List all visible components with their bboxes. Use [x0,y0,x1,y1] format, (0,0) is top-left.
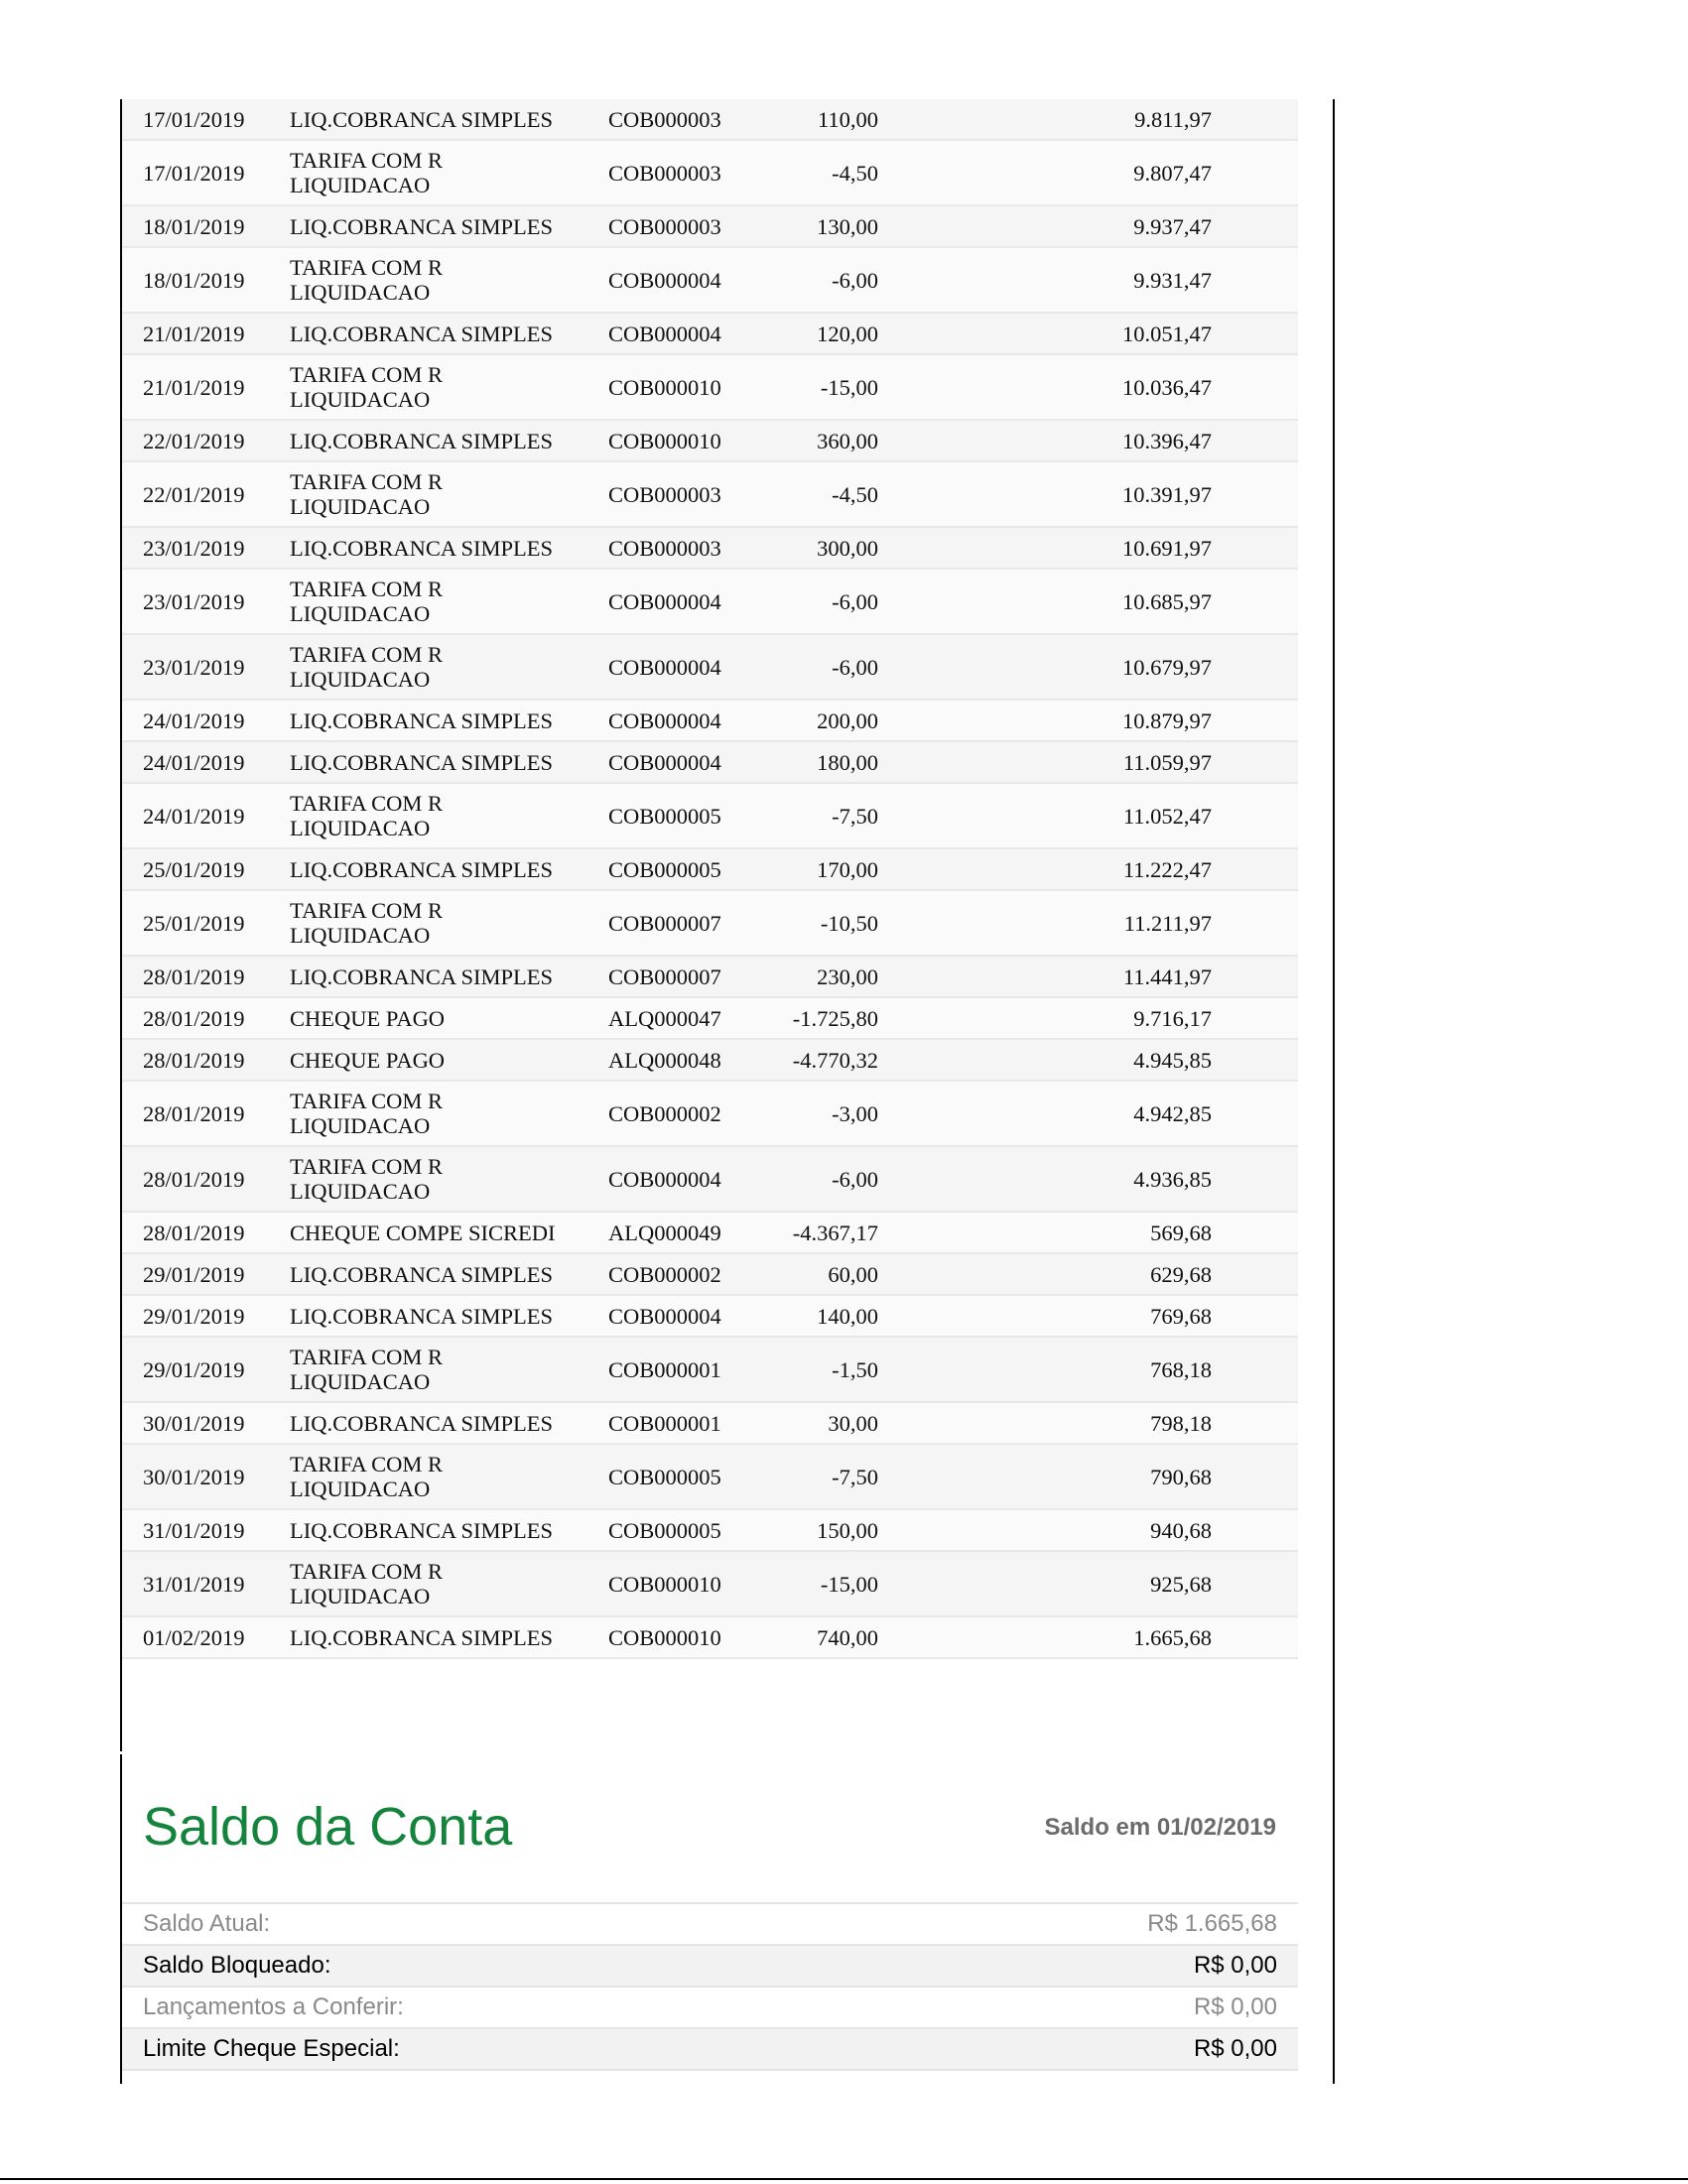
transaction-value: 360,00 [744,420,878,461]
transaction-date: 28/01/2019 [122,1146,281,1212]
transaction-balance: 9.807,47 [878,140,1212,205]
transaction-date: 17/01/2019 [122,140,281,205]
transaction-value: 120,00 [744,313,878,354]
row-spacer [1212,1402,1298,1444]
transaction-value: 300,00 [744,527,878,569]
transaction-date: 24/01/2019 [122,700,281,741]
transaction-description-line: TARIFA COM R [290,469,444,494]
transaction-description [281,956,600,997]
transaction-document: COB000004 [600,313,744,354]
saldo-title: Saldo da Conta [143,1797,513,1857]
transaction-date: 23/01/2019 [122,634,281,700]
transaction-description [281,1039,600,1081]
row-spacer [1212,1039,1298,1081]
transaction-balance: 798,18 [878,1402,1212,1444]
transaction-row [122,783,1298,848]
transaction-document: COB000002 [600,1081,744,1146]
transaction-document: COB000003 [600,205,744,247]
transaction-document: COB000010 [600,420,744,461]
transaction-description [281,1146,600,1212]
row-spacer [1212,313,1298,354]
transaction-balance: 11.222,47 [878,848,1212,890]
transaction-row [122,205,1298,247]
transaction-description [281,1444,600,1509]
transaction-balance: 10.396,47 [878,420,1212,461]
balance-summary-row [122,2028,1298,2070]
row-spacer [1212,1444,1298,1509]
transaction-date: 28/01/2019 [122,1081,281,1146]
transaction-document: COB000007 [600,956,744,997]
transaction-row [122,1146,1298,1212]
transaction-date: 29/01/2019 [122,1253,281,1295]
balance-label: Limite Cheque Especial: [122,2028,888,2070]
transaction-row [122,420,1298,461]
transaction-description-line: LIQ.COBRANCA SIMPLES [290,106,554,132]
transaction-date: 28/01/2019 [122,997,281,1039]
transaction-value: -15,00 [744,354,878,420]
transaction-row [122,1509,1298,1551]
transaction-row [122,700,1298,741]
row-spacer [1212,569,1298,634]
transaction-balance: 4.942,85 [878,1081,1212,1146]
row-spacer [1212,1295,1298,1337]
transaction-description-line: TARIFA COM R [290,577,444,601]
row-spacer [1212,461,1298,527]
row-spacer [1212,741,1298,783]
row-spacer [1212,354,1298,420]
transaction-balance: 11.211,97 [878,890,1212,956]
row-spacer [1212,1253,1298,1295]
transaction-document: COB000003 [600,461,744,527]
row-spacer [1212,1337,1298,1402]
page-border-right [1333,99,1335,2084]
transaction-row [122,956,1298,997]
transaction-description-line: LIQ.COBRANCA SIMPLES [290,428,554,453]
transaction-value: -10,50 [744,890,878,956]
transaction-document: COB000007 [600,890,744,956]
transaction-row [122,1212,1298,1253]
transaction-row [122,527,1298,569]
transaction-date: 28/01/2019 [122,1212,281,1253]
balance-label: Saldo Bloqueado: [122,1945,888,1987]
transaction-description-line: LIQ.COBRANCA SIMPLES [290,1517,554,1543]
transaction-balance: 790,68 [878,1444,1212,1509]
transaction-row [122,848,1298,890]
transaction-description-line: LIQUIDACAO [290,1369,431,1394]
transaction-balance: 10.685,97 [878,569,1212,634]
transaction-date: 23/01/2019 [122,527,281,569]
transaction-description-line: TARIFA COM R [290,1559,444,1584]
transaction-balance: 10.879,97 [878,700,1212,741]
transaction-balance: 4.945,85 [878,1039,1212,1081]
transaction-balance: 10.691,97 [878,527,1212,569]
balance-summary-table [122,1902,1298,2071]
transaction-value: -3,00 [744,1081,878,1146]
transaction-description-line: LIQ.COBRANCA SIMPLES [290,1261,554,1287]
transaction-document: COB000005 [600,1509,744,1551]
transaction-date: 17/01/2019 [122,99,281,140]
transaction-balance: 11.052,47 [878,783,1212,848]
transaction-balance: 940,68 [878,1509,1212,1551]
balance-amount: R$ 1.665,68 [888,1903,1298,1945]
row-spacer [1212,205,1298,247]
saldo-date-label: Saldo em 01/02/2019 [1044,1814,1276,1841]
transaction-description-line: TARIFA COM R [290,898,444,923]
transaction-description-line: LIQUIDACAO [290,280,431,305]
transaction-value: -7,50 [744,1444,878,1509]
transaction-description-line: LIQ.COBRANCA SIMPLES [290,1303,554,1329]
transaction-description-line: LIQUIDACAO [290,494,431,519]
transaction-date: 30/01/2019 [122,1444,281,1509]
transaction-balance: 629,68 [878,1253,1212,1295]
row-spacer [1212,527,1298,569]
transaction-value: 230,00 [744,956,878,997]
transaction-document: COB000010 [600,1616,744,1658]
transaction-document: COB000001 [600,1337,744,1402]
row-spacer [1212,1081,1298,1146]
transaction-document: COB000004 [600,1295,744,1337]
balance-summary-row [122,1987,1298,2028]
transaction-description-line: LIQ.COBRANCA SIMPLES [290,535,554,561]
transaction-document: COB000005 [600,783,744,848]
row-spacer [1212,890,1298,956]
transaction-date: 18/01/2019 [122,247,281,313]
transaction-description-line: TARIFA COM R [290,148,444,173]
row-spacer [1212,247,1298,313]
transaction-document: COB000002 [600,1253,744,1295]
transaction-date: 24/01/2019 [122,783,281,848]
transaction-row [122,461,1298,527]
transaction-balance: 4.936,85 [878,1146,1212,1212]
transaction-date: 29/01/2019 [122,1295,281,1337]
transaction-value: 110,00 [744,99,878,140]
transaction-balance: 11.441,97 [878,956,1212,997]
transaction-description [281,140,600,205]
transaction-document: ALQ000049 [600,1212,744,1253]
transaction-value: 150,00 [744,1509,878,1551]
transaction-value: -4.770,32 [744,1039,878,1081]
transaction-value: -7,50 [744,783,878,848]
transaction-balance: 9.716,17 [878,997,1212,1039]
transaction-date: 29/01/2019 [122,1337,281,1402]
transaction-description [281,700,600,741]
balance-amount: R$ 0,00 [888,1987,1298,2028]
transaction-document: COB000010 [600,354,744,420]
transaction-date: 18/01/2019 [122,205,281,247]
transaction-description-line: TARIFA COM R [290,255,444,280]
transaction-description [281,99,600,140]
balance-label: Saldo Atual: [122,1903,888,1945]
transaction-description [281,313,600,354]
row-spacer [1212,1509,1298,1551]
transaction-document: COB000004 [600,634,744,700]
transaction-description-line: LIQUIDACAO [290,1477,431,1501]
transaction-value: -4,50 [744,461,878,527]
transaction-date: 22/01/2019 [122,461,281,527]
row-spacer [1212,700,1298,741]
transaction-description [281,997,600,1039]
transaction-balance: 925,68 [878,1551,1212,1616]
transaction-description [281,741,600,783]
transaction-row [122,634,1298,700]
transaction-description [281,420,600,461]
page-bottom-edge [0,2178,1688,2180]
transactions-body [122,99,1298,1658]
transaction-value: -6,00 [744,247,878,313]
transaction-description-line: LIQUIDACAO [290,387,431,412]
transaction-balance: 9.937,47 [878,205,1212,247]
transaction-description [281,890,600,956]
transaction-description [281,205,600,247]
transaction-description-line: TARIFA COM R [290,1345,444,1369]
transactions-table [122,99,1298,1659]
transaction-document: COB000005 [600,848,744,890]
transaction-value: -6,00 [744,634,878,700]
transaction-description [281,247,600,313]
transaction-row [122,313,1298,354]
transaction-balance: 10.391,97 [878,461,1212,527]
transaction-value: 140,00 [744,1295,878,1337]
row-spacer [1212,420,1298,461]
transaction-description-line: LIQUIDACAO [290,923,431,948]
transaction-document: COB000004 [600,247,744,313]
transaction-description [281,1295,600,1337]
transaction-row [122,1337,1298,1402]
transaction-description [281,1253,600,1295]
balance-amount: R$ 0,00 [888,1945,1298,1987]
transaction-row [122,1444,1298,1509]
transaction-row [122,99,1298,140]
transaction-balance: 9.811,97 [878,99,1212,140]
transaction-description [281,527,600,569]
transaction-document: COB000005 [600,1444,744,1509]
transaction-document: COB000001 [600,1402,744,1444]
transaction-document: COB000003 [600,140,744,205]
transaction-description-line: LIQUIDACAO [290,667,431,692]
transaction-value: -1.725,80 [744,997,878,1039]
transaction-row [122,569,1298,634]
transaction-date: 31/01/2019 [122,1509,281,1551]
transaction-value: -4.367,17 [744,1212,878,1253]
transaction-value: 740,00 [744,1616,878,1658]
transaction-row [122,140,1298,205]
transaction-document: COB000003 [600,99,744,140]
transaction-row [122,1081,1298,1146]
transaction-balance: 9.931,47 [878,247,1212,313]
transaction-row [122,890,1298,956]
transaction-date: 25/01/2019 [122,848,281,890]
transaction-description-line: LIQUIDACAO [290,173,431,197]
transaction-date: 25/01/2019 [122,890,281,956]
transaction-description-line: LIQUIDACAO [290,1179,431,1204]
transaction-document: COB000010 [600,1551,744,1616]
transaction-description-line: LIQ.COBRANCA SIMPLES [290,856,554,882]
transaction-description [281,848,600,890]
transaction-description-line: CHEQUE PAGO [290,1005,446,1031]
transaction-date: 30/01/2019 [122,1402,281,1444]
transaction-document: COB000004 [600,700,744,741]
transaction-row [122,1551,1298,1616]
transaction-date: 22/01/2019 [122,420,281,461]
transaction-document: ALQ000047 [600,997,744,1039]
row-spacer [1212,1616,1298,1658]
transaction-description [281,1616,600,1658]
transaction-description [281,569,600,634]
row-spacer [1212,783,1298,848]
transaction-balance: 10.679,97 [878,634,1212,700]
transaction-value: 130,00 [744,205,878,247]
transaction-row [122,1253,1298,1295]
transaction-date: 24/01/2019 [122,741,281,783]
row-spacer [1212,997,1298,1039]
transaction-description [281,1081,600,1146]
balance-label: Lançamentos a Conferir: [122,1987,888,2028]
transaction-description [281,1212,600,1253]
transaction-row [122,741,1298,783]
transaction-description-line: TARIFA COM R [290,1089,444,1113]
row-spacer [1212,1146,1298,1212]
transaction-description-line: LIQUIDACAO [290,1584,431,1608]
transaction-description-line: LIQUIDACAO [290,601,431,626]
transaction-description [281,1337,600,1402]
transaction-description-line: LIQ.COBRANCA SIMPLES [290,213,554,239]
transaction-description-line: CHEQUE PAGO [290,1047,446,1073]
row-spacer [1212,140,1298,205]
transaction-row [122,1616,1298,1658]
balance-summary-row [122,1903,1298,1945]
transaction-value: 30,00 [744,1402,878,1444]
transaction-description [281,783,600,848]
transaction-document: COB000004 [600,1146,744,1212]
balance-summary-row [122,1945,1298,1987]
transaction-description [281,1402,600,1444]
transaction-date: 28/01/2019 [122,956,281,997]
transaction-description-line: LIQ.COBRANCA SIMPLES [290,1624,554,1650]
transaction-date: 23/01/2019 [122,569,281,634]
balance-amount: R$ 0,00 [888,2028,1298,2070]
transaction-value: -6,00 [744,569,878,634]
transaction-description-line: TARIFA COM R [290,1452,444,1477]
transaction-value: -4,50 [744,140,878,205]
transaction-date: 01/02/2019 [122,1616,281,1658]
transaction-row [122,997,1298,1039]
transaction-row [122,1295,1298,1337]
transaction-balance: 769,68 [878,1295,1212,1337]
transaction-document: COB000003 [600,527,744,569]
transaction-balance: 1.665,68 [878,1616,1212,1658]
transaction-value: 170,00 [744,848,878,890]
transaction-date: 21/01/2019 [122,313,281,354]
transaction-value: -15,00 [744,1551,878,1616]
transaction-balance: 10.036,47 [878,354,1212,420]
transaction-date: 31/01/2019 [122,1551,281,1616]
transaction-description-line: LIQUIDACAO [290,1113,431,1138]
transaction-description-line: CHEQUE COMPE SICREDI [290,1220,556,1245]
transaction-description-line: TARIFA COM R [290,362,444,387]
transaction-description-line: TARIFA COM R [290,791,444,816]
transaction-value: -6,00 [744,1146,878,1212]
balance-summary-body [122,1903,1298,2070]
transaction-value: 180,00 [744,741,878,783]
transaction-description [281,634,600,700]
transaction-description-line: LIQ.COBRANCA SIMPLES [290,964,554,989]
transaction-value: -1,50 [744,1337,878,1402]
transaction-row [122,1039,1298,1081]
transaction-description-line: TARIFA COM R [290,1154,444,1179]
transaction-value: 200,00 [744,700,878,741]
transaction-description-line: LIQ.COBRANCA SIMPLES [290,1410,554,1436]
transaction-balance: 569,68 [878,1212,1212,1253]
transaction-date: 21/01/2019 [122,354,281,420]
transaction-row [122,247,1298,313]
transaction-description-line: TARIFA COM R [290,642,444,667]
transaction-document: COB000004 [600,741,744,783]
transaction-document: ALQ000048 [600,1039,744,1081]
transaction-document: COB000004 [600,569,744,634]
transaction-date: 28/01/2019 [122,1039,281,1081]
row-spacer [1212,634,1298,700]
transaction-description-line: LIQUIDACAO [290,816,431,840]
row-spacer [1212,99,1298,140]
transaction-description-line: LIQ.COBRANCA SIMPLES [290,707,554,733]
transaction-description [281,1551,600,1616]
transaction-balance: 768,18 [878,1337,1212,1402]
row-spacer [1212,848,1298,890]
transaction-description [281,1509,600,1551]
row-spacer [1212,956,1298,997]
transaction-description-line: LIQ.COBRANCA SIMPLES [290,321,554,346]
row-spacer [1212,1551,1298,1616]
transaction-description-line: LIQ.COBRANCA SIMPLES [290,749,554,775]
transaction-value: 60,00 [744,1253,878,1295]
transaction-row [122,1402,1298,1444]
transaction-balance: 10.051,47 [878,313,1212,354]
row-spacer [1212,1212,1298,1253]
transaction-description [281,354,600,420]
transaction-balance: 11.059,97 [878,741,1212,783]
transaction-description [281,461,600,527]
transaction-row [122,354,1298,420]
